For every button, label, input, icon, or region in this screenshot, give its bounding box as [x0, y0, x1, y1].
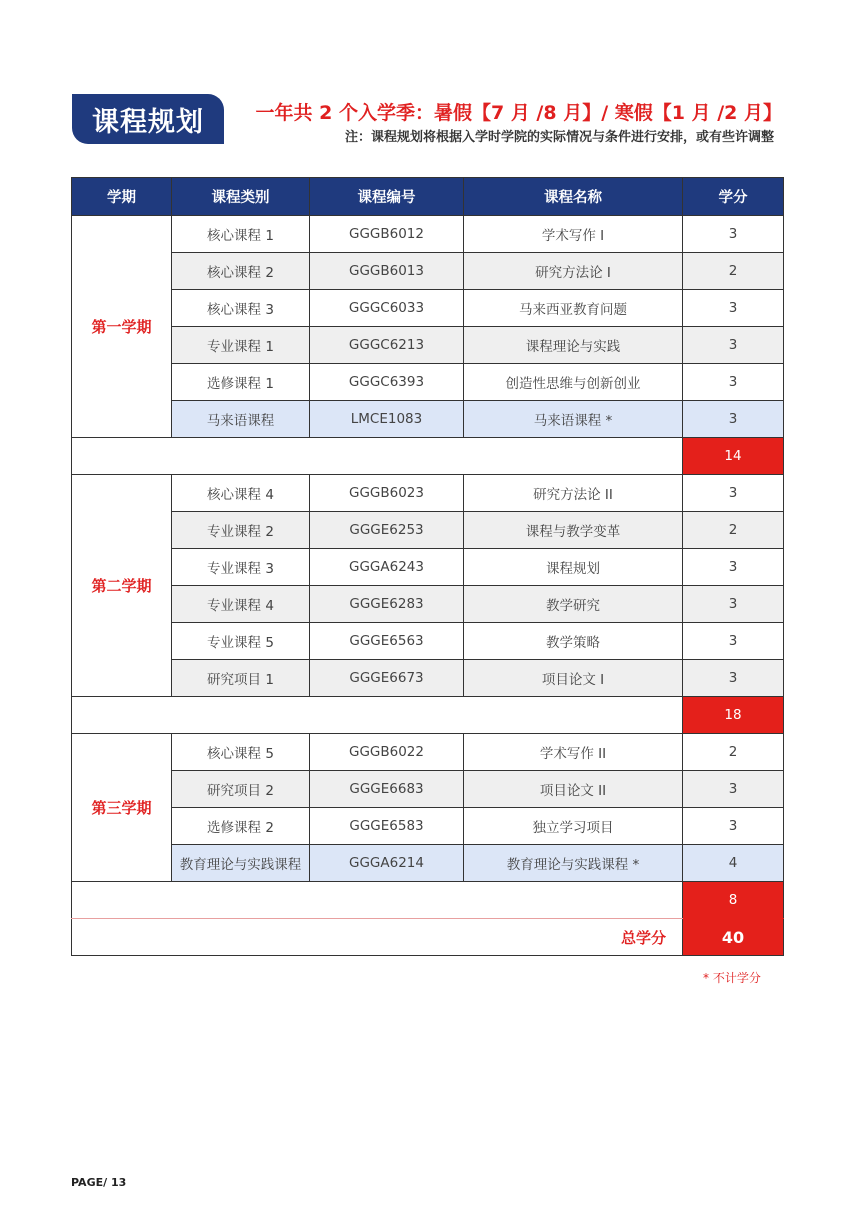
- table-row: [72, 623, 784, 660]
- course-code-cell: GGGE6253: [310, 512, 464, 549]
- adjustment-note: 注：课程规划将根据入学时学院的实际情况与条件进行安排，或有些许调整: [344, 130, 774, 145]
- header-course-name: 课程名称: [464, 178, 683, 216]
- credits-cell: 3: [683, 290, 784, 327]
- credits-cell: 3: [683, 586, 784, 623]
- table-row: [72, 549, 784, 586]
- course-code-cell: GGGE6563: [310, 623, 464, 660]
- subtotal-row: [72, 882, 784, 919]
- subtotal-spacer: [72, 882, 683, 919]
- course-category-cell: 核心课程 2: [172, 253, 310, 290]
- credits-cell: 3: [683, 623, 784, 660]
- subtotal-spacer: [72, 438, 683, 475]
- course-code-cell: GGGB6013: [310, 253, 464, 290]
- course-name-cell: 教学策略: [464, 623, 683, 660]
- subtotal-row: [72, 438, 784, 475]
- course-category-cell: 选修课程 2: [172, 808, 310, 845]
- course-code-cell: GGGE6673: [310, 660, 464, 697]
- table-row: [72, 401, 784, 438]
- course-name-cell: 学术写作 II: [464, 734, 683, 771]
- total-credits-value: 40: [683, 919, 784, 956]
- course-code-cell: GGGE6583: [310, 808, 464, 845]
- table-row: [72, 734, 784, 771]
- course-name-cell: 研究方法论 II: [464, 475, 683, 512]
- table-row: [72, 808, 784, 845]
- table-row: [72, 327, 784, 364]
- credits-cell: 2: [683, 734, 784, 771]
- credits-cell: 2: [683, 253, 784, 290]
- credits-cell: 4: [683, 845, 784, 882]
- table-row: [72, 512, 784, 549]
- course-code-cell: GGGC6033: [310, 290, 464, 327]
- credits-cell: 2: [683, 512, 784, 549]
- footnote: * 不计学分: [703, 971, 761, 985]
- course-category-cell: 核心课程 5: [172, 734, 310, 771]
- course-name-cell: 独立学习项目: [464, 808, 683, 845]
- course-code-cell: GGGB6012: [310, 216, 464, 253]
- table-row: [72, 290, 784, 327]
- course-category-cell: 专业课程 4: [172, 586, 310, 623]
- table-row: [72, 475, 784, 512]
- total-row: [72, 919, 784, 956]
- course-code-cell: GGGC6393: [310, 364, 464, 401]
- semester-label: 第二学期: [72, 475, 172, 697]
- course-code-cell: LMCE1083: [310, 401, 464, 438]
- course-name-cell: 教育理论与实践课程 *: [464, 845, 683, 882]
- table-row: [72, 586, 784, 623]
- header-credits: 学分: [683, 178, 784, 216]
- course-name-cell: 课程理论与实践: [464, 327, 683, 364]
- intake-headline: 一年共 2 个入学季：暑假【7 月 /8 月】/ 寒假【1 月 /2 月】: [255, 102, 782, 124]
- course-category-cell: 教育理论与实践课程: [172, 845, 310, 882]
- credits-cell: 3: [683, 549, 784, 586]
- total-credits-label: 总学分: [72, 919, 683, 956]
- table-row: [72, 845, 784, 882]
- semester-subtotal: 14: [683, 438, 784, 475]
- header-semester: 学期: [72, 178, 172, 216]
- page-number: PAGE/ 13: [71, 1176, 127, 1189]
- course-code-cell: GGGB6023: [310, 475, 464, 512]
- course-code-cell: GGGE6683: [310, 771, 464, 808]
- subtotal-row: [72, 697, 784, 734]
- course-name-cell: 马来西亚教育问题: [464, 290, 683, 327]
- course-name-cell: 创造性思维与创新创业: [464, 364, 683, 401]
- course-code-cell: GGGC6213: [310, 327, 464, 364]
- table-header-row: [72, 178, 784, 216]
- course-category-cell: 核心课程 1: [172, 216, 310, 253]
- header-code: 课程编号: [310, 178, 464, 216]
- credits-cell: 3: [683, 660, 784, 697]
- course-category-cell: 专业课程 5: [172, 623, 310, 660]
- course-name-cell: 马来语课程 *: [464, 401, 683, 438]
- course-category-cell: 专业课程 1: [172, 327, 310, 364]
- table-row: [72, 364, 784, 401]
- credits-cell: 3: [683, 771, 784, 808]
- course-category-cell: 研究项目 2: [172, 771, 310, 808]
- table-row: [72, 216, 784, 253]
- subtotal-spacer: [72, 697, 683, 734]
- semester-subtotal: 8: [683, 882, 784, 919]
- course-name-cell: 项目论文 I: [464, 660, 683, 697]
- course-name-cell: 课程规划: [464, 549, 683, 586]
- semester-subtotal: 18: [683, 697, 784, 734]
- course-name-cell: 学术写作 I: [464, 216, 683, 253]
- course-category-cell: 研究项目 1: [172, 660, 310, 697]
- course-category-cell: 核心课程 4: [172, 475, 310, 512]
- course-code-cell: GGGA6243: [310, 549, 464, 586]
- course-category-cell: 马来语课程: [172, 401, 310, 438]
- credits-cell: 3: [683, 364, 784, 401]
- course-name-cell: 研究方法论 I: [464, 253, 683, 290]
- course-name-cell: 教学研究: [464, 586, 683, 623]
- course-code-cell: GGGA6214: [310, 845, 464, 882]
- semester-label: 第三学期: [72, 734, 172, 882]
- credits-cell: 3: [683, 475, 784, 512]
- credits-cell: 3: [683, 216, 784, 253]
- course-category-cell: 核心课程 3: [172, 290, 310, 327]
- credits-cell: 3: [683, 808, 784, 845]
- table-row: [72, 253, 784, 290]
- course-code-cell: GGGE6283: [310, 586, 464, 623]
- course-plan-table: [71, 177, 784, 956]
- credits-cell: 3: [683, 327, 784, 364]
- credits-cell: 3: [683, 401, 784, 438]
- course-name-cell: 课程与教学变革: [464, 512, 683, 549]
- course-category-cell: 专业课程 3: [172, 549, 310, 586]
- semester-label: 第一学期: [72, 216, 172, 438]
- course-category-cell: 专业课程 2: [172, 512, 310, 549]
- header-category: 课程类别: [172, 178, 310, 216]
- table-row: [72, 660, 784, 697]
- course-name-cell: 项目论文 II: [464, 771, 683, 808]
- table-row: [72, 771, 784, 808]
- course-category-cell: 选修课程 1: [172, 364, 310, 401]
- course-code-cell: GGGB6022: [310, 734, 464, 771]
- section-title: 课程规划: [72, 94, 224, 144]
